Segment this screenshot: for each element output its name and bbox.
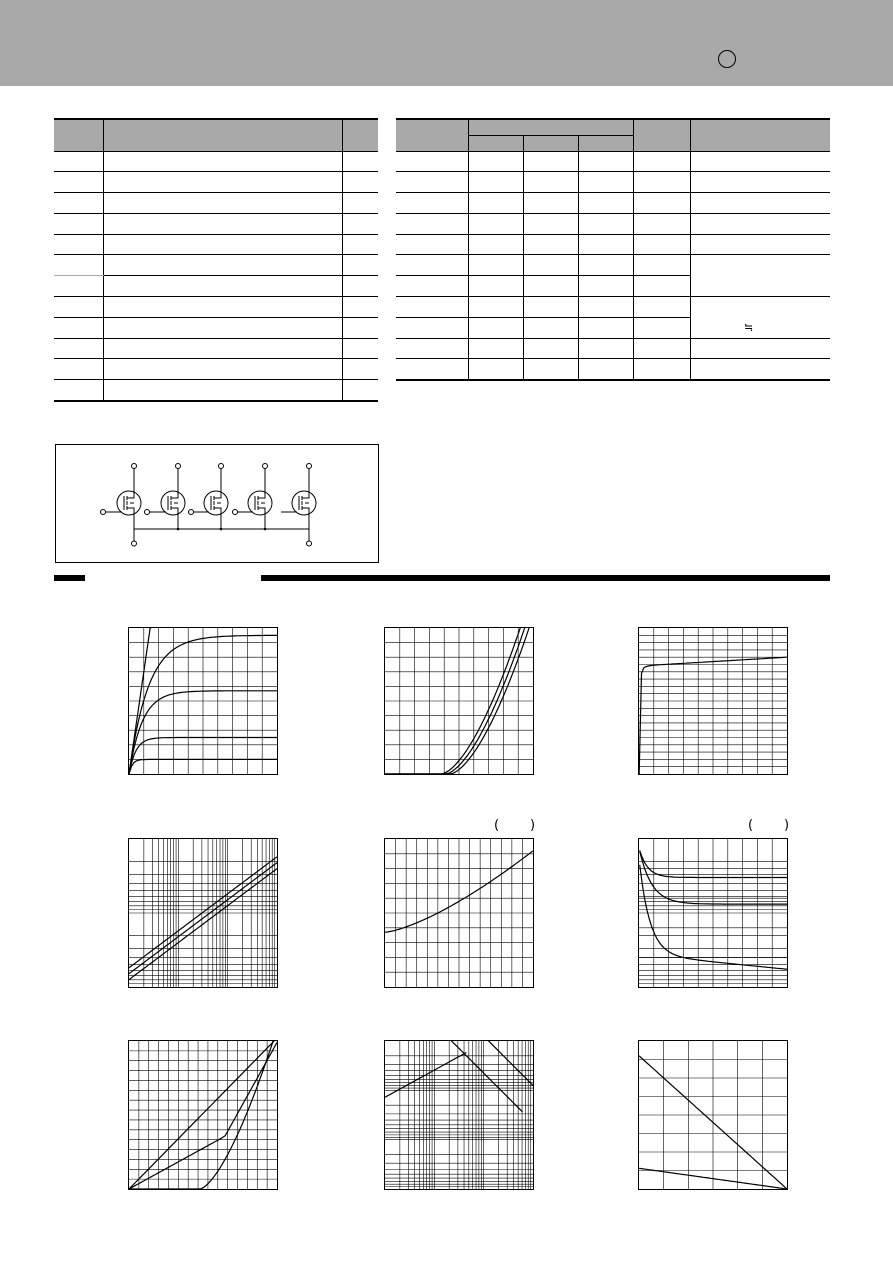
decay-curve-bottom [640, 865, 787, 969]
chart-transfer-characteristics [384, 627, 534, 775]
table-row [396, 359, 830, 380]
ch4-plot [129, 839, 277, 987]
soa-line-c [466, 1041, 533, 1085]
mosfet-symbols [117, 491, 316, 515]
table-row [54, 193, 378, 214]
table-row [54, 317, 378, 338]
ch8-plot [385, 1041, 533, 1189]
header-band [0, 0, 893, 86]
table-row [54, 380, 378, 401]
equivalent-circuit-box [55, 444, 379, 563]
ch2-plot [385, 628, 533, 774]
table-row [396, 213, 830, 234]
chart-saturation-curve [638, 627, 788, 775]
table-row [54, 359, 378, 380]
section-divider-left [54, 575, 85, 581]
ch5-plot [385, 839, 533, 987]
table-row [396, 338, 830, 359]
electrical-header-row [396, 119, 830, 135]
table-row [396, 193, 830, 214]
ch7-plot [129, 1041, 277, 1189]
ch1-plot [129, 628, 277, 774]
table-row [54, 151, 378, 172]
top-terminals [132, 464, 312, 492]
electrical-table [396, 118, 830, 381]
chart-derating [638, 1040, 788, 1190]
chart-output-characteristics [128, 627, 278, 775]
section-divider-right [261, 575, 830, 581]
soa-line-b [437, 1041, 523, 1112]
table-row [396, 234, 830, 255]
table-row [54, 234, 378, 255]
chart-log-log-three-curves [128, 838, 278, 988]
chart-rising-curve [384, 838, 534, 988]
table-row [396, 255, 830, 276]
ch3-plot [639, 628, 787, 774]
table-row [54, 297, 378, 318]
table-row [54, 255, 378, 276]
table-row [54, 276, 378, 297]
table-row [396, 172, 830, 193]
header-circle-mark [718, 50, 736, 68]
log-curve [129, 863, 277, 974]
ratings-header-row [54, 119, 378, 151]
ch9-plot [639, 1041, 787, 1189]
unit-paren-left: ( [494, 818, 500, 833]
decay-curve-top [640, 850, 787, 877]
charge-curve-a [129, 1041, 277, 1189]
unit-paren-right: ) [530, 818, 536, 833]
table-row [396, 151, 830, 172]
chart-gate-charge-curves [128, 1040, 278, 1190]
circuit-schematic [56, 445, 378, 562]
approx-equal-symbol: ≒ [744, 322, 754, 334]
table-row [396, 297, 830, 318]
unit-paren-left: ( [748, 818, 754, 833]
chart-decaying-curves [638, 838, 788, 988]
table-row [54, 338, 378, 359]
chart-safe-operating-area [384, 1040, 534, 1190]
log-curve [129, 857, 277, 968]
log-curve [129, 869, 277, 980]
unit-paren-right: ) [784, 818, 790, 833]
ch6-plot [639, 839, 787, 987]
ratings-table [54, 118, 378, 402]
table-row [54, 213, 378, 234]
table-row [54, 172, 378, 193]
